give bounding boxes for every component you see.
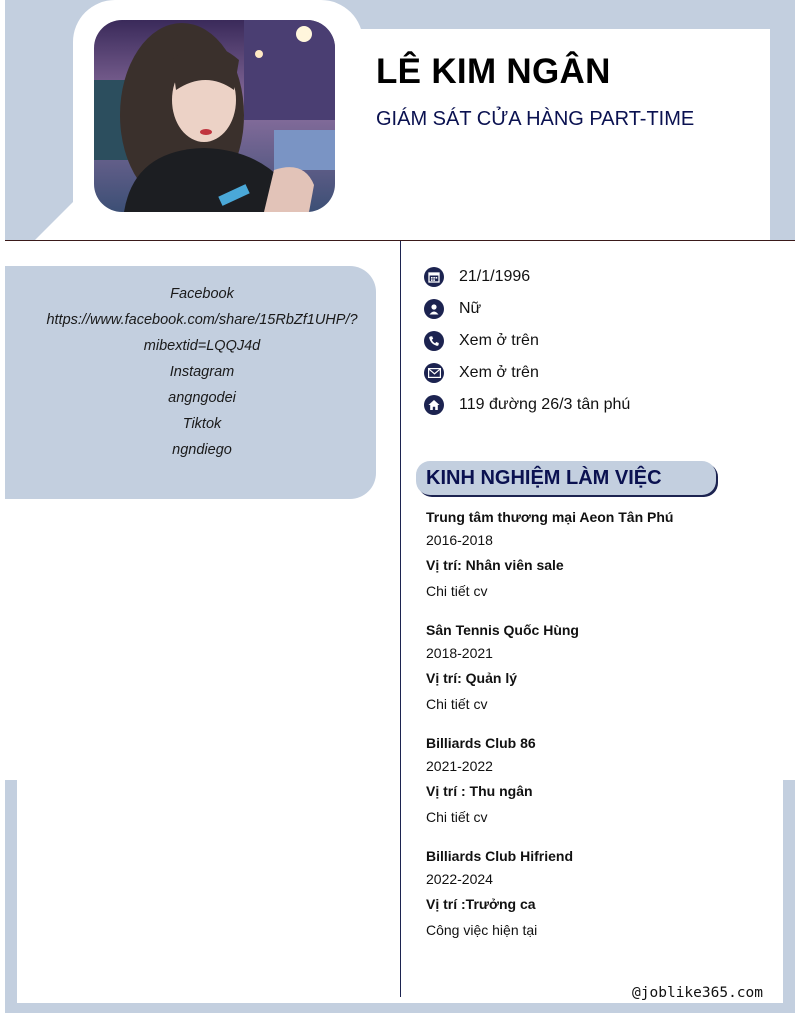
phone-icon [424,331,444,351]
profile-photo [94,20,335,212]
info-phone [424,330,539,352]
home-icon [424,395,444,415]
site-watermark: @joblike365.com [632,985,763,1001]
job-detail: Chi tiết cv [426,809,488,825]
gender-text: Nữ [459,300,482,317]
job-period: 2016-2018 [426,532,493,548]
job-title: GIÁM SÁT CỬA HÀNG PART-TIME [376,108,695,130]
phone-text: Xem ở trên [459,332,539,349]
job-role: Vị trí: Nhân viên sale [426,557,564,573]
social-link-facebook-cont[interactable]: mibextid=LQQJ4d [143,338,261,354]
job-period: 2021-2022 [426,758,493,774]
social-handle-tiktok[interactable]: ngndiego [172,442,232,458]
job-company: Trung tâm thương mại Aeon Tân Phú [426,509,674,525]
social-label-tiktok: Tiktok [182,416,222,432]
social-link-facebook[interactable]: https://www.facebook.com/share/15RbZf1UHP/? [46,312,358,328]
job-period: 2018-2021 [426,645,493,661]
social-label-instagram: Instagram [169,364,235,380]
bottom-frame-left [5,780,17,1013]
job-entry [426,734,536,826]
info-birthdate [424,266,530,288]
user-icon [424,299,444,319]
job-company: Billiards Club 86 [426,735,536,751]
job-entry [426,508,673,600]
social-panel [5,266,376,499]
job-entry [426,621,579,713]
bottom-frame-base [5,1003,795,1013]
calendar-icon [424,267,444,287]
bottom-frame-right [783,780,795,1013]
info-email [424,362,539,384]
birthdate-text: 21/1/1996 [459,268,531,285]
candidate-name: LÊ KIM NGÂN [376,52,611,91]
social-label-facebook: Facebook [170,286,234,302]
job-period: 2022-2024 [426,871,493,887]
info-address [424,394,630,416]
social-handle-instagram[interactable]: angngodei [168,390,236,406]
job-company: Billiards Club Hifriend [426,848,574,864]
mail-icon [424,363,444,383]
column-divider [400,241,401,997]
header-corner-shape [30,195,80,241]
job-company: Sân Tennis Quốc Hùng [426,622,579,638]
email-text: Xem ở trên [459,364,539,381]
job-detail: Chi tiết cv [426,696,488,712]
job-role: Vị trí : Thu ngân [426,783,533,799]
job-role: Vị trí: Quản lý [426,670,518,686]
experience-header [416,461,716,495]
address-text: 119 đường 26/3 tân phú [459,396,631,413]
job-entry [426,847,573,939]
info-gender [424,298,481,320]
job-detail: Chi tiết cv [426,583,488,599]
job-role: Vị trí :Trưởng ca [426,896,536,912]
experience-title: KINH NGHIỆM LÀM VIỆC [426,467,662,489]
job-detail: Công việc hiện tại [426,922,538,938]
